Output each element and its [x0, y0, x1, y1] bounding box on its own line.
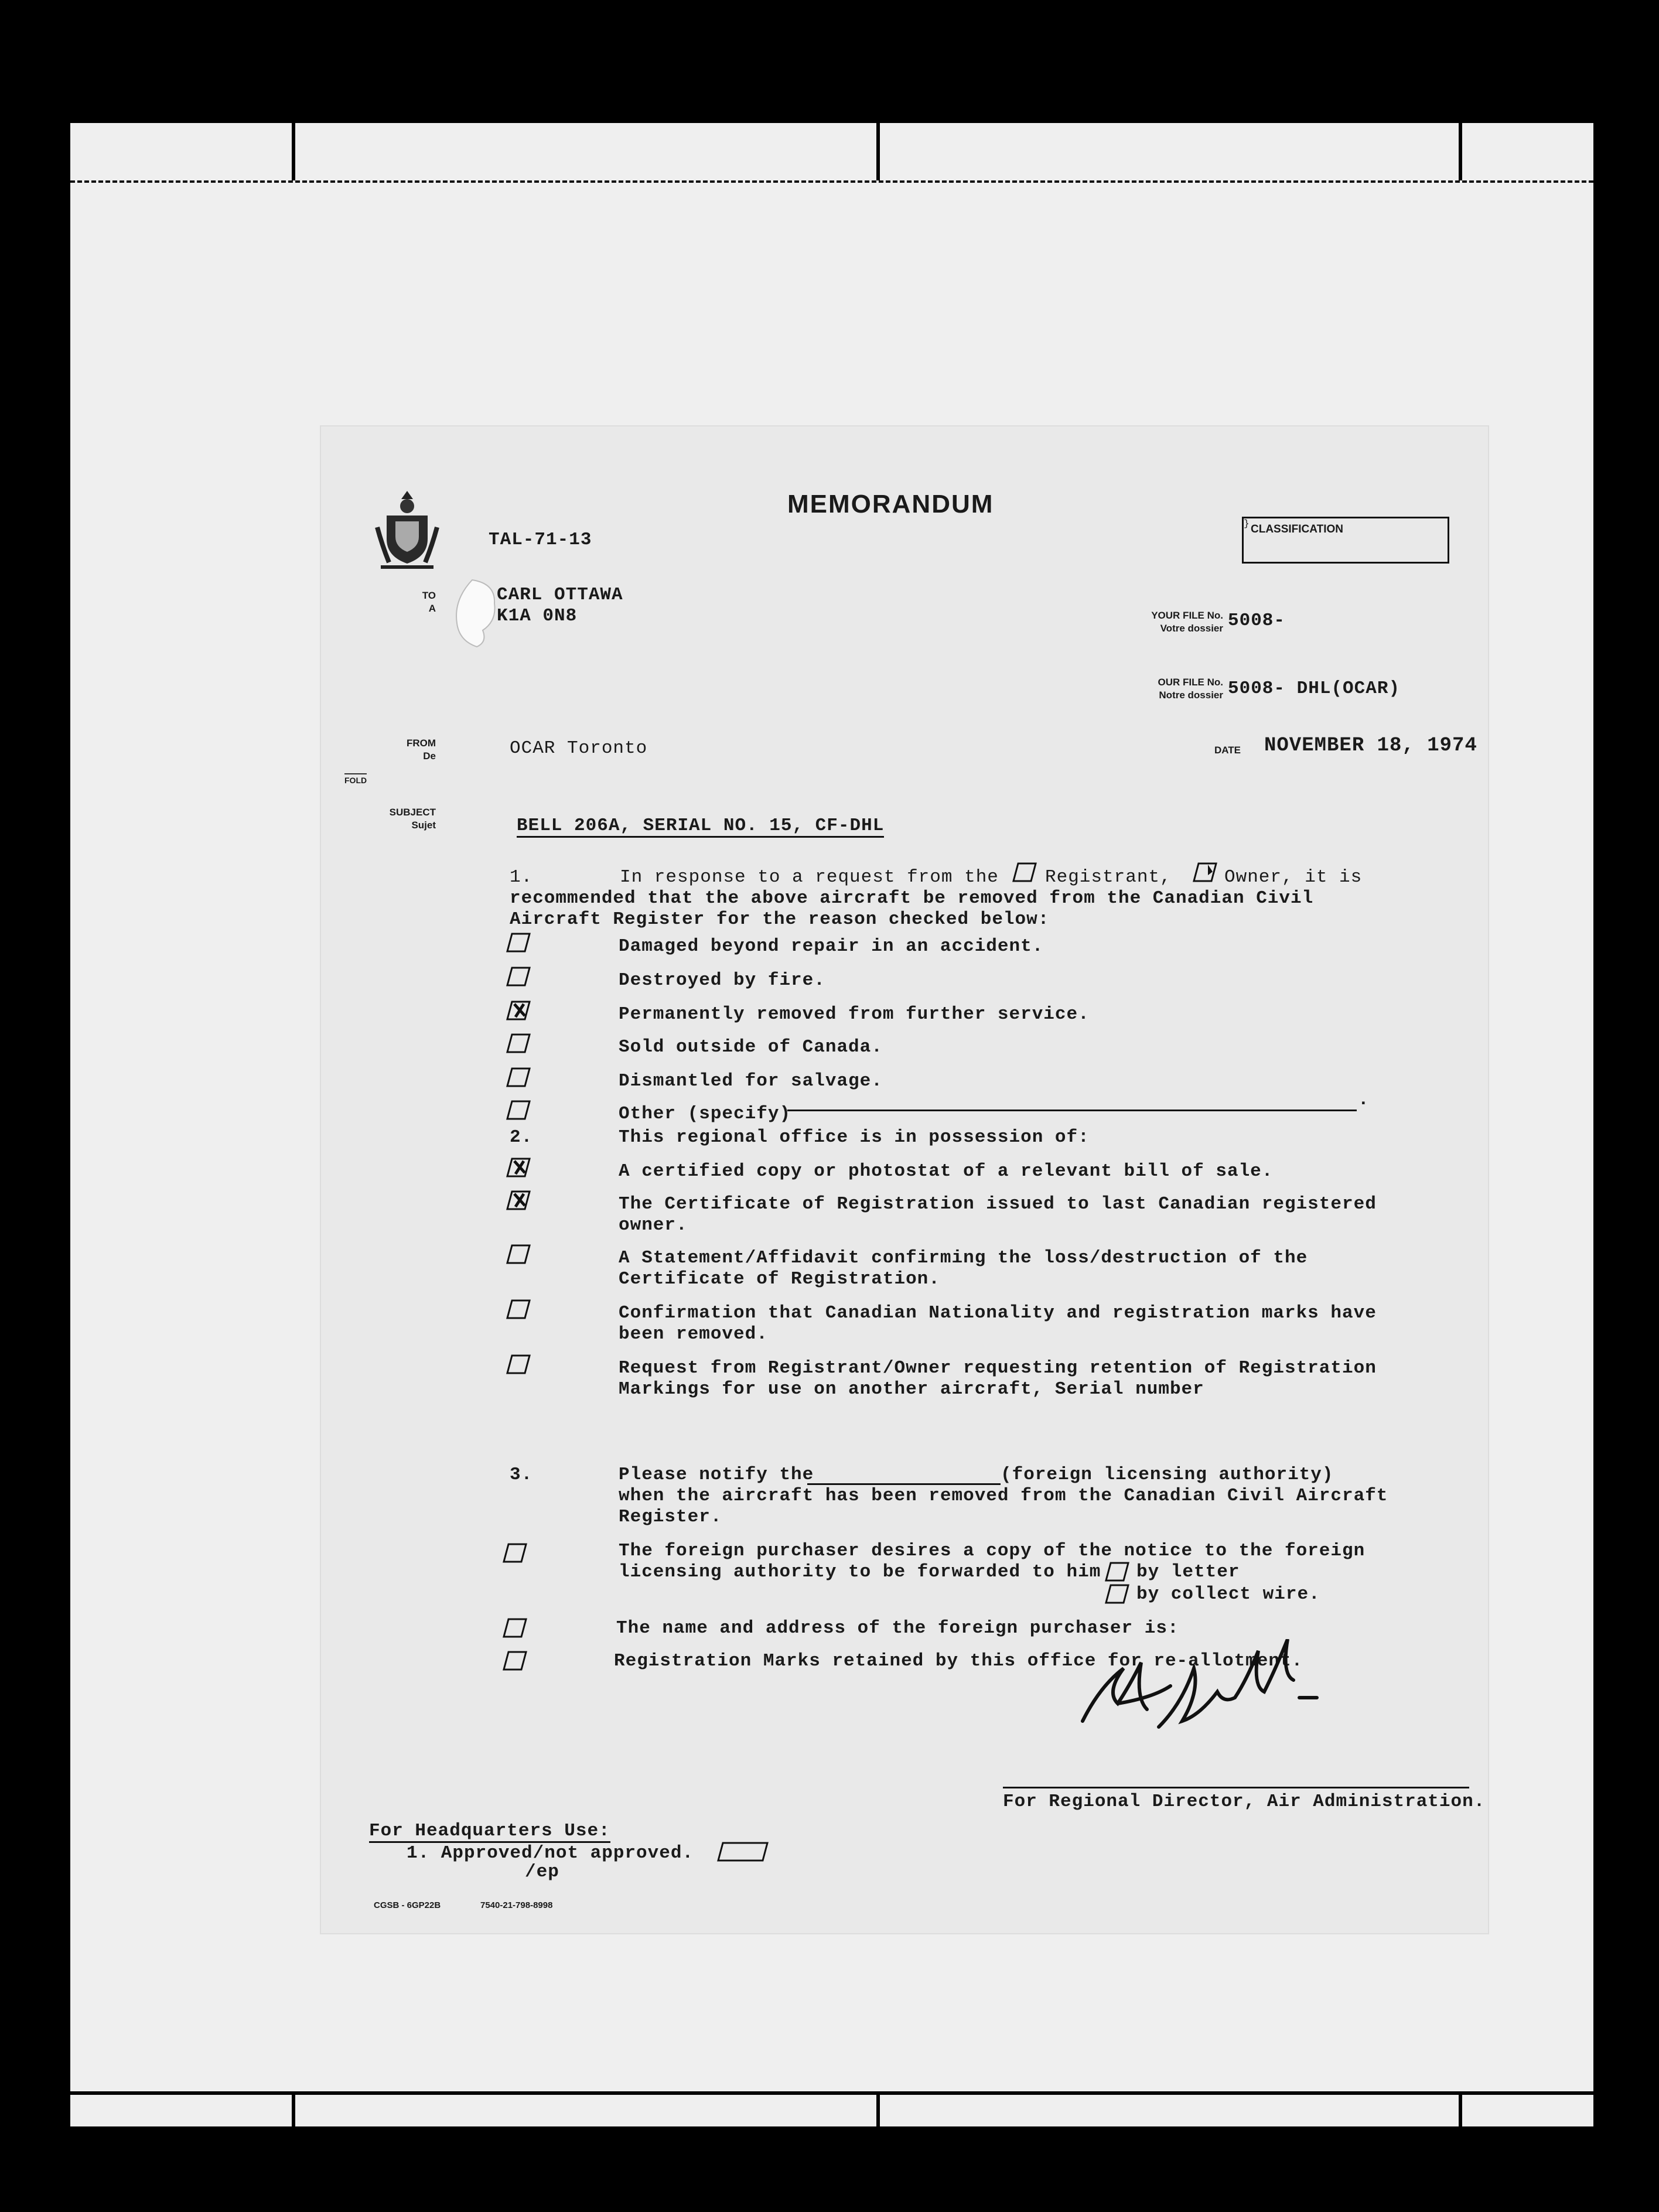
possession-item-line1: A Statement/Affidavit confirming the loss/destruction of the: [619, 1248, 1308, 1268]
handwritten-signature: [1071, 1639, 1340, 1739]
possession-item-line2: Certificate of Registration.: [619, 1269, 940, 1289]
section1-line1: In response to a request from the: [620, 867, 999, 887]
possession-checkbox[interactable]: [506, 1158, 531, 1177]
frame-rule: [70, 2091, 1593, 2095]
from-label: FROM De: [406, 738, 436, 762]
frame-tick: [292, 2092, 295, 2126]
possession-item-line1: The Certificate of Registration issued to last Canadian registered: [619, 1194, 1377, 1214]
frame-tick: [1459, 123, 1462, 180]
by-letter-label: by letter: [1136, 1562, 1240, 1582]
section1-line3: Aircraft Register for the reason checked below:: [510, 909, 1050, 930]
frame-tick: [876, 2092, 880, 2126]
possession-checkbox[interactable]: [506, 1190, 531, 1210]
hq-approval-line: 1. Approved/not approved.: [407, 1843, 694, 1863]
reason-checkbox[interactable]: [506, 967, 531, 986]
our-file-label: OUR FILE No. Notre dossier: [1158, 677, 1223, 701]
section3-line3: Register.: [619, 1507, 722, 1527]
classification-box: CLASSIFICATION }: [1242, 517, 1449, 564]
other-specify-line: [787, 1092, 1357, 1111]
section3-line1b: (foreign licensing authority): [1001, 1465, 1334, 1485]
your-file-label: YOUR FILE No. Votre dossier: [1151, 610, 1223, 634]
to-address-line1: CARL OTTAWA: [497, 585, 623, 605]
possession-item-line2: been removed.: [619, 1324, 768, 1344]
section3-line1a: Please notify the: [619, 1465, 814, 1485]
reason-label: Other (specify): [619, 1104, 791, 1124]
reason-label: Permanently removed from further service.: [619, 1004, 1090, 1025]
your-file-value: 5008-: [1228, 610, 1286, 631]
possession-checkbox[interactable]: [506, 1354, 531, 1374]
owner-checkbox[interactable]: [1193, 862, 1217, 882]
reason-checkbox[interactable]: [506, 933, 531, 953]
name-address-line: The name and address of the foreign purchaser is:: [616, 1618, 1179, 1638]
classification-label: CLASSIFICATION: [1251, 523, 1343, 535]
by-wire-label: by collect wire.: [1136, 1584, 1320, 1605]
reason-label: Damaged beyond repair in an accident.: [619, 936, 1044, 957]
possession-item-line1: Request from Registrant/Owner requesting retention of Registration: [619, 1358, 1377, 1378]
section1-number: 1.: [510, 867, 533, 887]
reason-label: Sold outside of Canada.: [619, 1037, 883, 1057]
section2-intro: This regional office is in possession of:: [619, 1127, 1090, 1148]
purchaser-line1: The foreign purchaser desires a copy of the notice to the foreign: [619, 1541, 1366, 1561]
registrant-checkbox[interactable]: [1012, 862, 1037, 882]
subject-value: BELL 206A, SERIAL NO. 15, CF-DHL: [517, 815, 884, 838]
section1-line2: recommended that the above aircraft be removed from the Canadian Civil: [510, 888, 1314, 909]
memo-page: [321, 426, 1488, 1933]
possession-item-line2: owner.: [619, 1215, 688, 1235]
our-file-value: 5008- DHL(OCAR): [1228, 678, 1401, 699]
frame-tick: [1459, 2092, 1462, 2126]
hq-approval-checkbox[interactable]: [717, 1842, 769, 1862]
registrant-label: Registrant,: [1045, 867, 1172, 887]
reason-label: Destroyed by fire.: [619, 970, 825, 991]
name-address-checkbox[interactable]: [503, 1618, 527, 1638]
other-specify-period: .: [1358, 1090, 1370, 1110]
purchaser-line2: licensing authority to be forwarded to him: [619, 1562, 1101, 1582]
hq-initials: /ep: [525, 1862, 559, 1882]
frame-tick: [876, 123, 880, 180]
section3-number: 3.: [510, 1465, 533, 1485]
fold-label: FOLD: [344, 773, 367, 785]
signature-block: For Regional Director, Air Administration.: [1003, 1791, 1486, 1812]
authority-blank: [807, 1465, 1001, 1485]
signature-line: [1003, 1787, 1469, 1788]
purchaser-copy-checkbox[interactable]: [503, 1543, 527, 1563]
possession-item-line1: Confirmation that Canadian Nationality and registration marks have: [619, 1303, 1377, 1323]
date-value: NOVEMBER 18, 1974: [1264, 735, 1477, 757]
stock-number: 7540-21-798-8998: [480, 1900, 553, 1910]
reason-checkbox[interactable]: [506, 1001, 531, 1020]
retained-line: Registration Marks retained by this office for re-allotment.: [614, 1651, 1303, 1671]
retained-checkbox[interactable]: [503, 1651, 527, 1671]
by-letter-checkbox[interactable]: [1105, 1562, 1129, 1582]
coat-of-arms-logo: [375, 486, 439, 574]
reason-checkbox[interactable]: [506, 1100, 531, 1120]
frame-tick: [292, 123, 295, 180]
by-wire-checkbox[interactable]: [1105, 1584, 1129, 1604]
file-reference: TAL-71-13: [489, 530, 592, 550]
memo-title: MEMORANDUM: [787, 490, 994, 518]
to-label: TO A: [422, 590, 436, 614]
possession-item-line2: Markings for use on another aircraft, Serial number: [619, 1379, 1204, 1399]
subject-label: SUBJECT Sujet: [389, 807, 436, 831]
date-label: DATE: [1214, 745, 1241, 756]
possession-checkbox[interactable]: [506, 1299, 531, 1319]
reason-checkbox[interactable]: [506, 1033, 531, 1053]
owner-label: Owner, it is: [1224, 867, 1363, 887]
section2-number: 2.: [510, 1127, 533, 1148]
from-value: OCAR Toronto: [510, 738, 648, 759]
reason-checkbox[interactable]: [506, 1067, 531, 1087]
hq-heading: For Headquarters Use:: [369, 1821, 610, 1843]
possession-checkbox[interactable]: [506, 1244, 531, 1264]
paper-tear-mark: [455, 578, 501, 648]
frame-dashed-rule: [70, 180, 1593, 183]
to-address-line2: K1A 0N8: [497, 606, 578, 626]
reason-label: Dismantled for salvage.: [619, 1071, 883, 1091]
possession-item-line1: A certified copy or photostat of a relevant bill of sale.: [619, 1161, 1274, 1182]
section3-line2: when the aircraft has been removed from the Canadian Civil Aircraft: [619, 1486, 1388, 1506]
form-code: CGSB - 6GP22B: [374, 1900, 441, 1910]
